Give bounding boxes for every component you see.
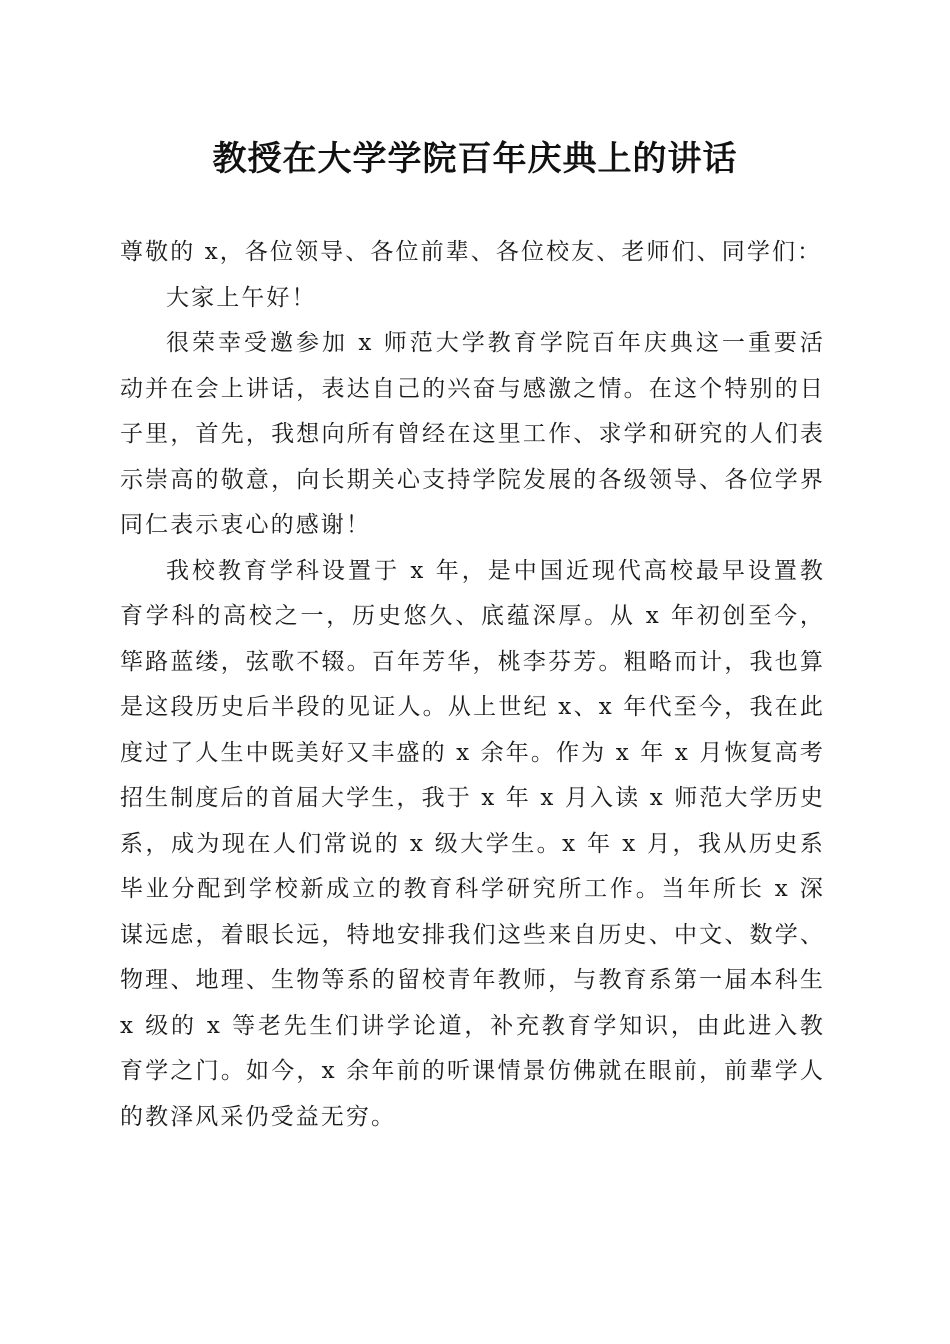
paragraph-thanks: 很荣幸受邀参加 x 师范大学教育学院百年庆典这一重要活动并在会上讲话，表达自己的兴奋与感激之情。在这个特别的日子里，首先，我想向所有曾经在这里工作、求学和研究的人们表示崇高的敬意，向长期关心支持学院发展的各级领导、各位学界同仁表示衷心的感谢！ [120, 330, 825, 538]
paragraph-greeting: 大家上午好！ [166, 284, 317, 311]
paragraph-history: 我校教育学科设置于 x 年，是中国近现代高校最早设置教育学科的高校之一，历史悠久、底蕴深厚。从 x 年初创至今，筚路蓝缕，弦歌不辍。百年芳华，桃李芬芳。粗略而计，我也算是这段历史后半段的见证人。从上世纪 x、x 年代至今，我在此度过了人生中既美好又丰盛的 x 余年。作为 x 年 x 月恢复高考招生制度后的首届大学生，我于 x 年 x 月入读 x 师范大学历史系，成为现在人们常说的 x 级大学生。x 年 x 月，我从历史系毕业分配到学校新成立的教育科学研究所工作。当年所长 x 深谋远虑，着眼长远，特地安排我们这些来自历史、中文、数学、物理、地理、生物等系的留校青年教师，与教育系第一届本科生 x 级的 x 等老先生们讲学论道，补充教育学知识，由此进入教育学之门。如今，x 余年前的听课情景仿佛就在眼前，前辈学人的教泽风采仍受益无穷。 [120, 557, 825, 1130]
document-title: 教授在大学学院百年庆典上的讲话 [212, 139, 738, 179]
document-body [120, 230, 825, 1140]
salutation: 尊敬的 x，各位领导、各位前辈、各位校友、老师们、同学们： [120, 239, 823, 265]
